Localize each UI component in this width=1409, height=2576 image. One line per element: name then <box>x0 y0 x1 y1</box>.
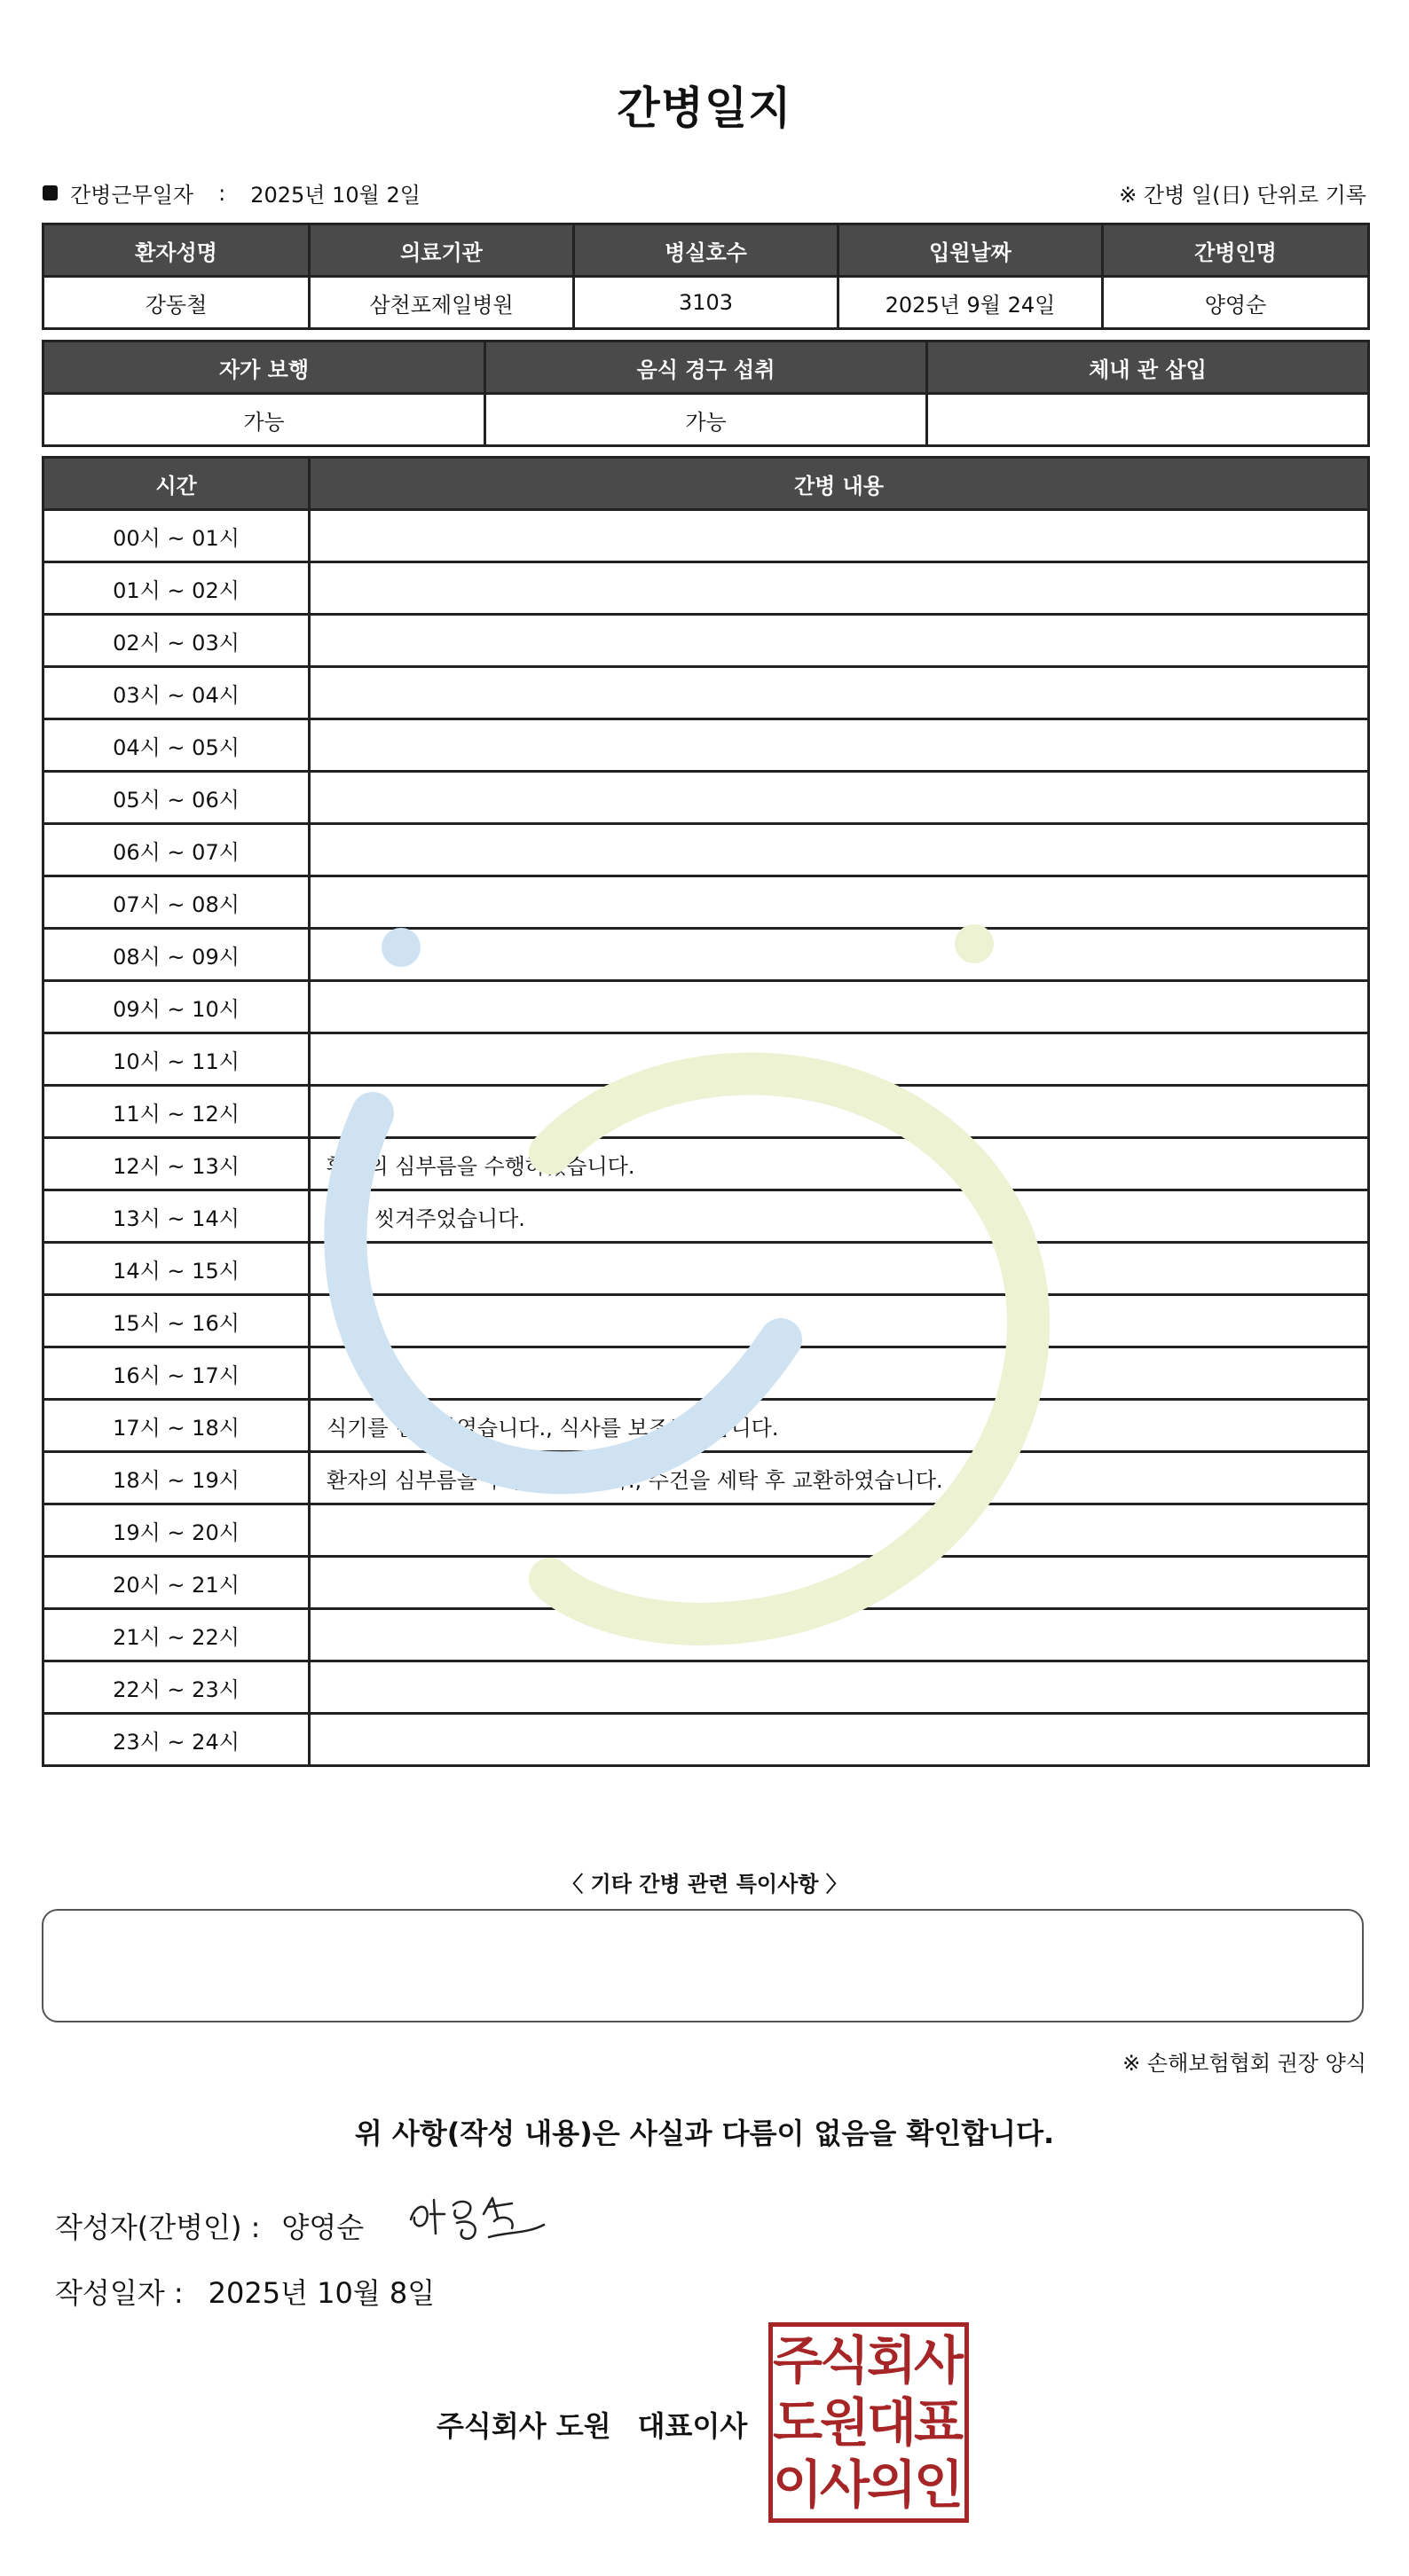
time-slot: 21시 ~ 22시 <box>43 1609 310 1661</box>
table-row <box>43 824 1369 876</box>
time-slot: 16시 ~ 17시 <box>43 1347 310 1400</box>
seal-glyph: 사 <box>819 2454 870 2515</box>
care-content: 발을 씻겨주었습니다. <box>310 1190 1369 1243</box>
time-slot: 05시 ~ 06시 <box>43 772 310 824</box>
time-slot: 07시 ~ 08시 <box>43 876 310 929</box>
written-date-row <box>55 2271 435 2312</box>
patient-status-table <box>42 340 1370 447</box>
care-content <box>310 1504 1369 1557</box>
care-content <box>310 981 1369 1033</box>
special-notes-box <box>42 1909 1364 2022</box>
care-content <box>310 719 1369 772</box>
care-content <box>310 876 1369 929</box>
time-slot: 08시 ~ 09시 <box>43 929 310 981</box>
time-slot: 15시 ~ 16시 <box>43 1295 310 1347</box>
care-content <box>310 1243 1369 1295</box>
hospital-name: 삼천포제일병원 <box>310 277 574 329</box>
table-row <box>43 876 1369 929</box>
table-row <box>43 615 1369 667</box>
care-content <box>310 667 1369 719</box>
seal-glyph: 도 <box>772 2392 823 2453</box>
time-slot: 09시 ~ 10시 <box>43 981 310 1033</box>
time-slot: 11시 ~ 12시 <box>43 1086 310 1138</box>
table-row <box>43 1138 1369 1190</box>
header-room-number: 병실호수 <box>574 224 838 277</box>
header-tube-insertion: 체내 관 삽입 <box>927 342 1369 394</box>
header-self-walking: 자가 보행 <box>43 342 485 394</box>
header-time: 시간 <box>43 458 310 510</box>
time-slot: 19시 ~ 20시 <box>43 1504 310 1557</box>
writer-label: 작성자(간병인) : <box>55 2211 261 2244</box>
table-row <box>43 1504 1369 1557</box>
admission-date: 2025년 9월 24일 <box>838 277 1103 329</box>
handwritten-signature <box>404 2187 555 2250</box>
table-row <box>43 1400 1369 1452</box>
self-walking-value: 가능 <box>43 394 485 446</box>
care-content <box>310 824 1369 876</box>
seal-glyph: 사 <box>913 2330 964 2391</box>
time-slot: 04시 ~ 05시 <box>43 719 310 772</box>
care-content <box>310 1609 1369 1661</box>
time-slot: 14시 ~ 15시 <box>43 1243 310 1295</box>
time-slot: 12시 ~ 13시 <box>43 1138 310 1190</box>
work-date-row <box>43 177 421 208</box>
table-row <box>43 1347 1369 1400</box>
care-log-body <box>43 510 1369 1766</box>
time-slot: 06시 ~ 07시 <box>43 824 310 876</box>
table-row <box>43 719 1369 772</box>
header-oral-intake: 음식 경구 섭취 <box>485 342 927 394</box>
header-admission-date: 입원날짜 <box>838 224 1103 277</box>
table-row <box>43 981 1369 1033</box>
header-care-content: 간병 내용 <box>310 458 1369 510</box>
caregiver-name: 양영순 <box>1103 277 1369 329</box>
table-row <box>43 1033 1369 1086</box>
table-row <box>43 1295 1369 1347</box>
table-row <box>43 1243 1369 1295</box>
work-date-value: 2025년 10월 2일 <box>250 183 421 208</box>
seal-glyph: 회 <box>866 2330 917 2391</box>
care-content <box>310 1347 1369 1400</box>
care-content <box>310 1661 1369 1714</box>
time-slot: 03시 ~ 04시 <box>43 667 310 719</box>
table-row <box>43 510 1369 562</box>
time-slot: 10시 ~ 11시 <box>43 1033 310 1086</box>
header-hospital: 의료기관 <box>310 224 574 277</box>
company-name: 주식회사 도원 <box>437 2409 611 2443</box>
table-row <box>43 1661 1369 1714</box>
writer-row <box>55 2205 364 2246</box>
time-slot: 13시 ~ 14시 <box>43 1190 310 1243</box>
table-row <box>43 1557 1369 1609</box>
seal-glyph: 주 <box>772 2330 823 2391</box>
care-log-table <box>42 456 1370 1767</box>
care-content <box>310 929 1369 981</box>
table-row <box>43 929 1369 981</box>
table-row <box>43 562 1369 615</box>
confirmation-statement: 위 사항(작성 내용)은 사실과 다름이 없음을 확인합니다. <box>354 2117 1055 2150</box>
work-date-label: 간병근무일자 <box>70 183 194 208</box>
seal-glyph: 대 <box>866 2392 917 2453</box>
time-slot: 23시 ~ 24시 <box>43 1714 310 1766</box>
care-content <box>310 510 1369 562</box>
seal-glyph: 원 <box>819 2392 870 2453</box>
care-content <box>310 1033 1369 1086</box>
care-content <box>310 562 1369 615</box>
company-signature-line <box>437 2404 747 2445</box>
unit-note: ※ 간병 일(日) 단위로 기록 <box>1119 183 1366 208</box>
table-row <box>43 1714 1369 1766</box>
table-row <box>43 1190 1369 1243</box>
seal-glyph: 이 <box>772 2454 823 2515</box>
oral-intake-value: 가능 <box>485 394 927 446</box>
table-row <box>43 1452 1369 1504</box>
time-slot: 18시 ~ 19시 <box>43 1452 310 1504</box>
time-slot: 01시 ~ 02시 <box>43 562 310 615</box>
document-title: 간병일지 <box>617 82 792 134</box>
tube-insertion-value <box>927 394 1369 446</box>
special-notes-title: 〈 기타 간병 관련 특이사항 〉 <box>562 1872 847 1897</box>
care-content: 환자의 심부름을 수행하였습니다. <box>310 1138 1369 1190</box>
care-content: 환자의 심부름을 수행하였습니다., 수건을 세탁 후 교환하였습니다. <box>310 1452 1369 1504</box>
time-slot: 20시 ~ 21시 <box>43 1557 310 1609</box>
care-content <box>310 1086 1369 1138</box>
care-content <box>310 1714 1369 1766</box>
care-content: 식기를 반납하였습니다., 식사를 보조하였습니다. <box>310 1400 1369 1452</box>
writer-name: 양영순 <box>281 2211 365 2244</box>
table-row <box>43 1086 1369 1138</box>
written-date-value: 2025년 10월 8일 <box>208 2276 436 2310</box>
header-caregiver-name: 간병인명 <box>1103 224 1369 277</box>
seal-glyph: 표 <box>913 2392 964 2453</box>
time-slot: 17시 ~ 18시 <box>43 1400 310 1452</box>
representative-title: 대표이사 <box>637 2409 748 2443</box>
square-bullet-icon <box>43 185 58 200</box>
company-seal <box>768 2322 969 2523</box>
patient-name: 강동철 <box>43 277 310 329</box>
patient-info-table <box>42 223 1370 330</box>
time-slot: 22시 ~ 23시 <box>43 1661 310 1714</box>
room-number: 3103 <box>574 277 838 329</box>
time-slot: 02시 ~ 03시 <box>43 615 310 667</box>
care-content <box>310 1557 1369 1609</box>
care-content <box>310 1295 1369 1347</box>
seal-glyph: 의 <box>866 2454 917 2515</box>
table-row <box>43 1609 1369 1661</box>
form-note: ※ 손해보험협회 권장 양식 <box>1122 2051 1366 2076</box>
seal-glyph: 식 <box>819 2330 870 2391</box>
work-date-colon: : <box>218 180 226 206</box>
table-row <box>43 772 1369 824</box>
header-patient-name: 환자성명 <box>43 224 310 277</box>
time-slot: 00시 ~ 01시 <box>43 510 310 562</box>
care-content <box>310 615 1369 667</box>
care-content <box>310 772 1369 824</box>
table-row <box>43 667 1369 719</box>
seal-glyph: 인 <box>913 2454 964 2515</box>
written-date-label: 작성일자 : <box>55 2276 184 2310</box>
